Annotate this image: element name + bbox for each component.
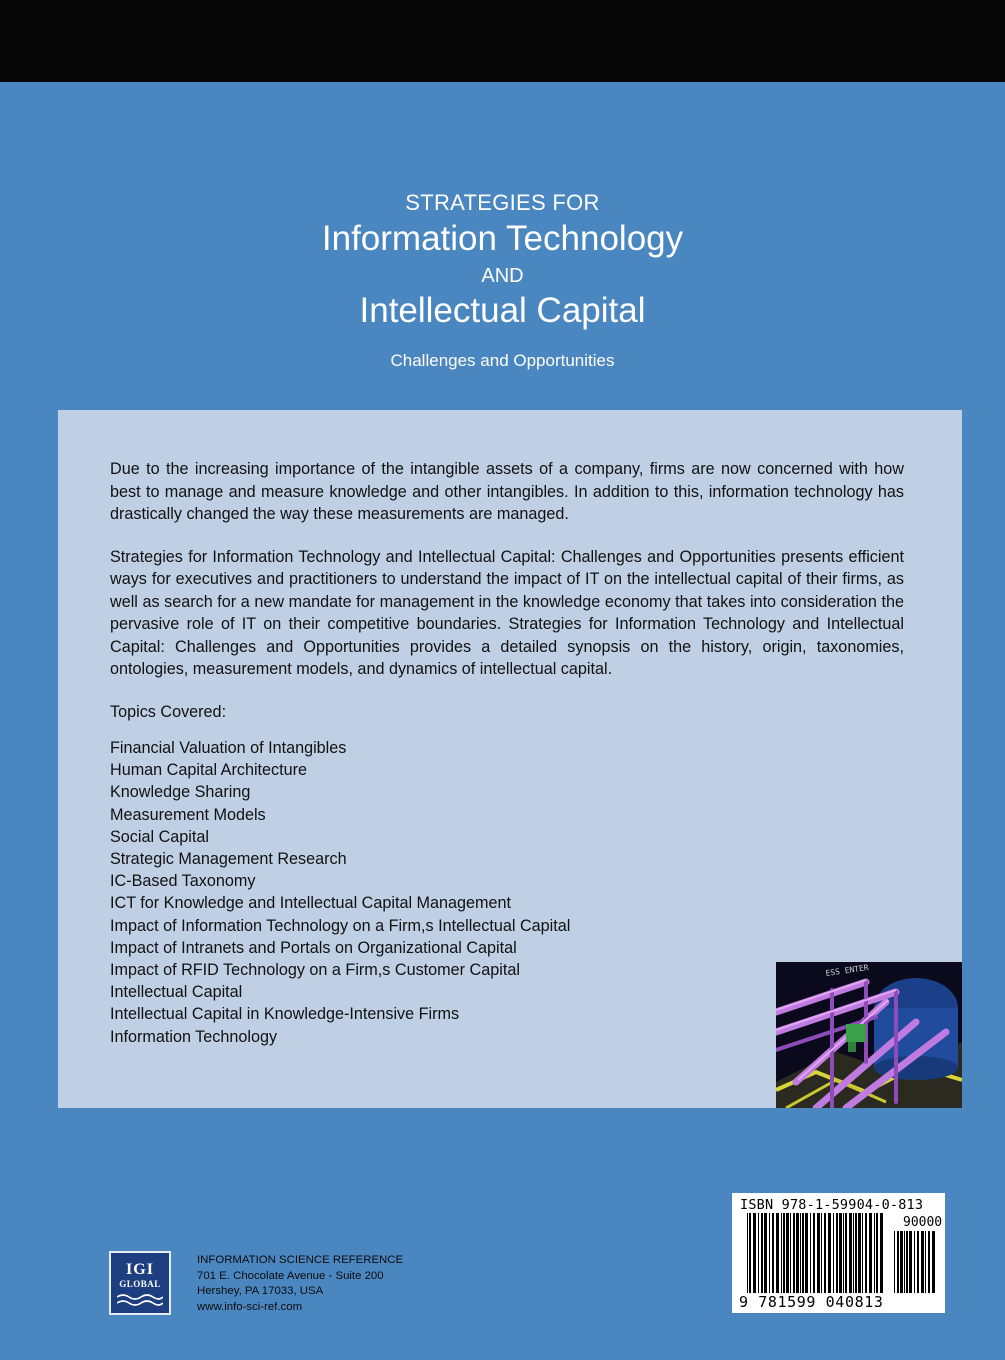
logo-igi-text: IGI <box>126 1261 154 1278</box>
description-paragraph-2: Strategies for Information Technology and Intellectual Capital: Challenges and Opportunities presents efficient ways for executives and practitioners to understand the impact of IT on the intellectual capital of their firms, as well as search for a new mandate for management in the knowledge economy that takes into consideration the pervasive role of IT on their competitive boundaries. Strategies for Information Technology and Intellectual Capital: Challenges and Opportunities provides a detailed synopsis on the history, origin, taxonomies, ontologies, measurement models, and dynamics of intellectual capital. <box>110 547 904 678</box>
ean-barcode <box>747 1213 883 1293</box>
barcode-bar <box>914 1231 915 1293</box>
isbn-text: ISBN 978-1-59904-0-813 <box>740 1197 924 1213</box>
title-prefix: STRATEGIES FOR <box>405 190 600 215</box>
barcode-bar <box>855 1213 857 1293</box>
barcode-bar <box>858 1213 861 1293</box>
barcode-bar <box>932 1231 935 1293</box>
description-paragraph-1: Due to the increasing importance of the intangible assets of a company, firms are now concerned with how best to manage and measure knowledge and other intangibles. In addition to this, information technology has drastically changed the way these measurements are managed. <box>110 460 904 523</box>
barcode-bar <box>925 1231 926 1293</box>
barcode-bar <box>786 1213 789 1293</box>
barcode-bar <box>828 1213 831 1293</box>
publisher-name: INFORMATION SCIENCE REFERENCE <box>197 1254 404 1266</box>
barcode-bar <box>800 1213 801 1293</box>
barcode-bar <box>928 1231 930 1293</box>
description-text <box>110 458 904 1048</box>
topics-heading: Topics Covered: <box>110 702 227 721</box>
publisher-address-1: 701 E. Chocolate Avenue - Suite 200 <box>197 1269 384 1282</box>
barcode-bar <box>776 1213 779 1293</box>
barcode-bar <box>849 1213 852 1293</box>
topic-item: Financial Valuation of Intangibles <box>110 739 347 757</box>
topic-item: Intellectual Capital <box>110 983 243 1002</box>
barcode-bar <box>772 1213 774 1293</box>
barcode-bar <box>904 1231 905 1293</box>
subtitle: Challenges and Opportunities <box>390 351 615 370</box>
addon-barcode <box>894 1231 938 1293</box>
title-conjunction: AND <box>481 265 524 287</box>
barcode-bar <box>894 1231 895 1293</box>
ean-text: 9 781599 040813 <box>739 1293 884 1311</box>
barcode-bar <box>880 1213 883 1293</box>
barcode-bar <box>793 1213 795 1293</box>
barcode-bar <box>817 1213 820 1293</box>
barcode-bar <box>853 1213 854 1293</box>
barcode-bar <box>874 1213 875 1293</box>
top-black-band <box>0 0 1005 82</box>
logo-waves-icon <box>117 1293 163 1307</box>
title-line-2: Intellectual Capital <box>359 291 646 330</box>
barcode-bar <box>869 1213 872 1293</box>
title-line-1: Information Technology <box>321 219 684 258</box>
price-code-text: 90000 <box>903 1215 943 1230</box>
title-block <box>0 188 1005 372</box>
barcode-bar <box>917 1231 919 1293</box>
barcode-bar <box>810 1213 811 1293</box>
barcode-bar <box>749 1213 751 1293</box>
barcode-bar <box>865 1213 867 1293</box>
barcode-bar <box>805 1213 808 1293</box>
barcode-bar <box>790 1213 791 1293</box>
cover-image-text: ESS ENTER <box>825 963 870 978</box>
barcode-bar <box>833 1213 834 1293</box>
barcode-bar <box>761 1213 763 1293</box>
barcode-bar <box>758 1213 759 1293</box>
topic-item: Measurement Models <box>110 805 266 824</box>
barcode-bar <box>747 1213 748 1293</box>
topic-item: Impact of Intranets and Portals on Organizational Capital <box>110 938 517 957</box>
topic-item: Information Technology <box>110 1027 278 1046</box>
barcode-bar <box>821 1213 822 1293</box>
barcode-label <box>732 1193 945 1313</box>
topic-item: Social Capital <box>110 827 209 846</box>
barcode-bar <box>845 1213 847 1293</box>
barcode-bar <box>764 1213 767 1293</box>
barcode-bar <box>813 1213 815 1293</box>
barcode-bar <box>876 1213 878 1293</box>
topic-item: Intellectual Capital in Knowledge-Intensive Firms <box>110 1005 460 1024</box>
barcode-bar <box>783 1213 785 1293</box>
topic-item: IC-Based Taxonomy <box>110 872 256 891</box>
logo-global-text: GLOBAL <box>119 1279 161 1289</box>
cover-illustration <box>776 962 962 1108</box>
barcode-bar <box>836 1213 838 1293</box>
publisher-website: www.info-sci-ref.com <box>197 1300 303 1313</box>
topic-item: Human Capital Architecture <box>110 761 308 780</box>
topic-item: Impact of RFID Technology on a Firm,s Customer Capital <box>110 961 520 980</box>
publisher-info <box>197 1253 403 1315</box>
barcode-bar <box>909 1231 912 1293</box>
barcode-bar <box>824 1213 826 1293</box>
topic-item: Impact of Information Technology on a Firm,s Intellectual Capital <box>110 916 571 935</box>
barcode-bar <box>802 1213 804 1293</box>
barcode-bar <box>796 1213 799 1293</box>
topic-item: Strategic Management Research <box>110 850 347 869</box>
barcode-bar <box>839 1213 842 1293</box>
barcode-bar <box>897 1231 899 1293</box>
barcode-bar <box>906 1231 908 1293</box>
barcode-bar <box>753 1213 756 1293</box>
publisher-logo <box>109 1251 171 1315</box>
barcode-bar <box>843 1213 844 1293</box>
barcode-bar <box>921 1231 924 1293</box>
publisher-address-2: Hershey, PA 17033, USA <box>197 1285 324 1298</box>
barcode-bar <box>781 1213 782 1293</box>
barcode-bar <box>900 1231 903 1293</box>
barcode-bar <box>862 1213 863 1293</box>
pipes-illustration <box>776 962 962 1108</box>
topic-item: Knowledge Sharing <box>110 783 251 802</box>
barcode-bar <box>769 1213 770 1293</box>
topic-item: ICT for Knowledge and Intellectual Capital Management <box>110 894 512 913</box>
